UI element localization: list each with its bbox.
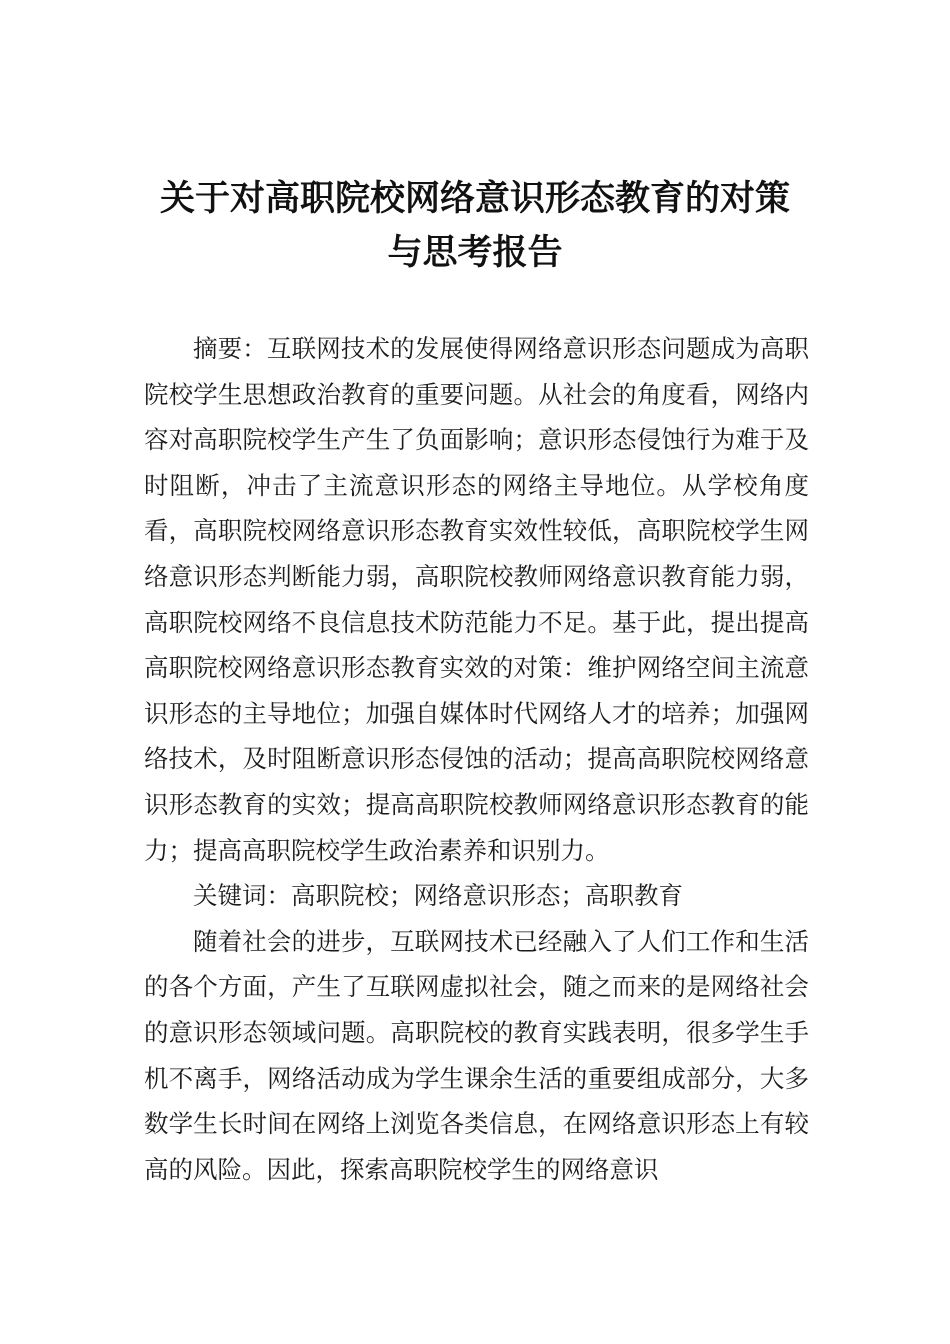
keywords-paragraph: 关键词：高职院校；网络意识形态；高职教育 (193, 881, 683, 911)
title-line-2: 与思考报告 (387, 232, 563, 273)
title-line-1: 关于对高职院校网络意识形态教育的对策 (159, 178, 790, 219)
document-title (130, 172, 820, 280)
document-body (144, 326, 809, 1192)
intro-paragraph: 随着社会的进步，互联网技术已经融入了人们工作和生活的各个方面，产生了互联网虚拟社会，随之而来的是网络社会的意识形态领域问题。高职院校的教育实践表明，很多学生手机不离手，网络活动成为学生课余生活的重要组成部分，大多数学生长时间在网络上浏览各类信息，在网络意识形态上有较高的风险。因此，探索高职院校学生的网络意识 (144, 926, 809, 1184)
abstract-paragraph: 摘要：互联网技术的发展使得网络意识形态问题成为高职院校学生思想政治教育的重要问题。从社会的角度看，网络内容对高职院校学生产生了负面影响；意识形态侵蚀行为难于及时阻断，冲击了主流意识形态的网络主导地位。从学校角度看，高职院校网络意识形态教育实效性较低，高职院校学生网络意识形态判断能力弱，高职院校教师网络意识教育能力弱，高职院校网络不良信息技术防范能力不足。基于此，提出提高高职院校网络意识形态教育实效的对策：维护网络空间主流意识形态的主导地位；加强自媒体时代网络人才的培养；加强网络技术，及时阻断意识形态侵蚀的活动；提高高职院校网络意识形态教育的实效；提高高职院校教师网络意识形态教育的能力；提高高职院校学生政治素养和识别力。 (144, 334, 809, 865)
